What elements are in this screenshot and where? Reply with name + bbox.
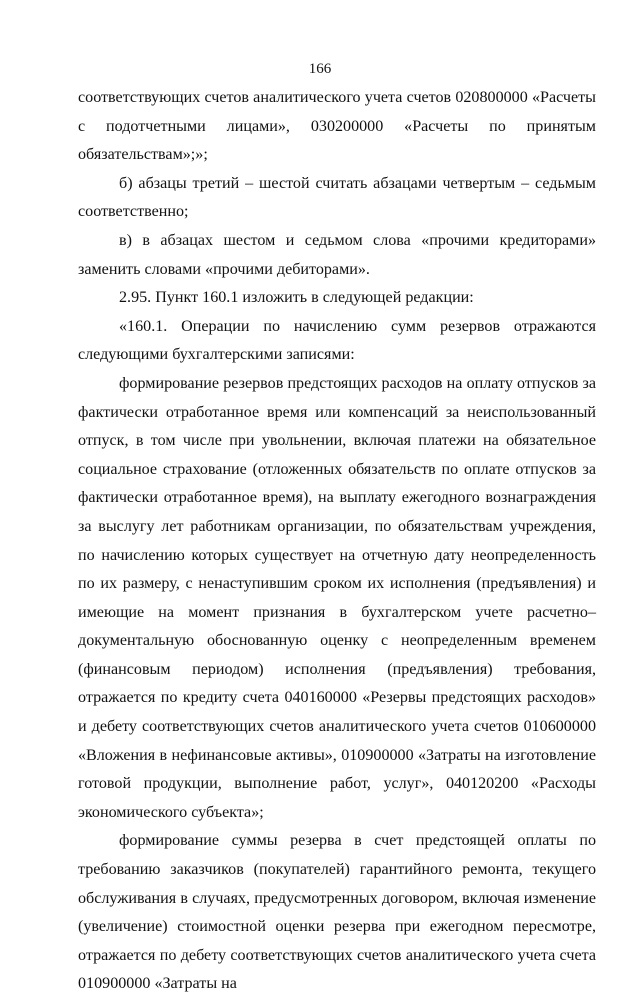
- paragraph: «160.1. Операции по начислению сумм резервов отражаются следующими бухгалтерскими записями:: [78, 317, 596, 364]
- paragraph: б) абзацы третий – шестой считать абзацами четвертым – седьмым соответственно;: [78, 174, 596, 221]
- paragraph: соответствующих счетов аналитического учета счетов 020800000 «Расчеты с подотчетными лицами», 030200000 «Расчеты по принятым обязательствам»;»;: [78, 89, 596, 164]
- paragraph: 2.95. Пункт 160.1 изложить в следующей редакции:: [119, 289, 474, 307]
- page-number: 166: [308, 61, 332, 77]
- paragraph: формирование резервов предстоящих расходов на оплату отпусков за фактически отработанное время или компенсаций за неиспользованный отпуск, в том числе при увольнении, включая платежи на обязательное социальное страхование (отложенных обязательств по оплате отпусков за фактически отработанное время), на выплату ежегодного вознаграждения за выслугу лет работникам организации, по обязательствам учреждения, по начислению которых существует на отчетную дату неопределенность по их размеру, с ненаступившим сроком их исполнения (предъявления) и имеющие на момент признания в бухгалтерском учете расчетно–документальную обоснованную оценку с неопределенным временем (финансовым периодом) исполнения (предъявления) требования, отражается по кредиту счета 040160000 «Резервы предстоящих расходов» и дебету соответствующих счетов аналитического учета счетов 010600000 «Вложения в нефинансовые активы», 010900000 «Затраты на изготовление готовой продукции, выполнение работ, услуг», 040120200 «Расходы экономического субъекта»;: [78, 374, 596, 821]
- paragraph: в) в абзацах шестом и седьмом слова «прочими кредиторами» заменить словами «прочими дебиторами».: [78, 231, 596, 278]
- paragraph: формирование суммы резерва в счет предстоящей оплаты по требованию заказчиков (покупателей) гарантийного ремонта, текущего обслуживания в случаях, предусмотренных договором, включая изменение (увеличение) стоимостной оценки резерва при ежегодном пересмотре, отражается по дебету соответствующих счетов аналитического учета счета 010900000 «Затраты на: [78, 832, 596, 993]
- document-body: [78, 84, 596, 999]
